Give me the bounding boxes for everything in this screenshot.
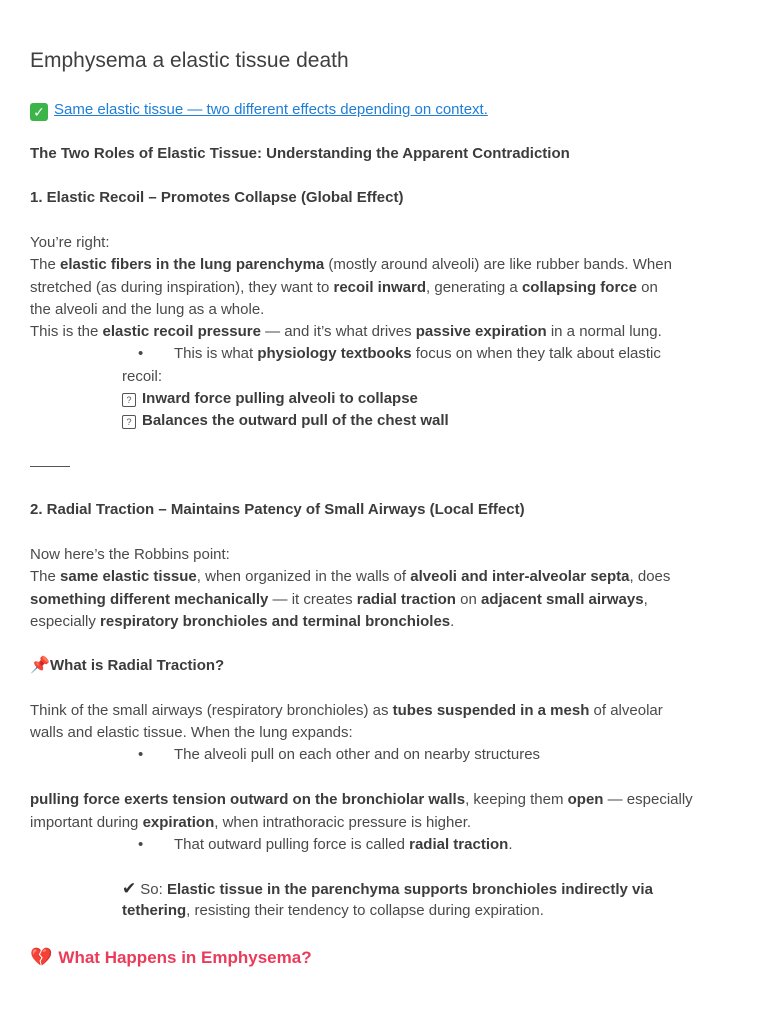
s1-bullet-cont: recoil: [122,368,163,385]
s2-intro: Now here’s the Robbins point: [30,546,230,563]
s2-heading: 2. Radial Traction – Maintains Patency of Small Airways (Local Effect) [30,501,525,518]
s3-so-line-1: ✔ So: Elastic tissue in the parenchyma supports bronchioles indirectly via [122,879,653,898]
s1-line-4: This is the elastic recoil pressure — and it’s what drives passive expiration in a normal lung. [30,323,662,340]
summary-line [30,99,488,121]
s3-bullet-2-dot: • [138,836,144,853]
broken-heart-icon: 💔 [30,947,53,967]
s3-heading: What is Radial Traction? [50,657,225,674]
s2-line-3: especially respiratory bronchioles and terminal bronchioles. [30,613,455,630]
s1-item-1: ? Inward force pulling alveoli to collapse [122,388,418,410]
s3-line-1: Think of the small airways (respiratory bronchioles) as tubes suspended in a mesh of alveolar [30,702,663,719]
question-box-icon: ? [122,415,136,429]
s4-heading-line [30,946,312,970]
s2-line-1: The same elastic tissue, when organized in the walls of alveoli and inter-alveolar septa, does [30,568,671,585]
s1-intro: You’re right: [30,234,110,251]
s1-line-1: The elastic fibers in the lung parenchyma (mostly around alveoli) are like rubber bands. When [30,256,672,273]
s3-line-3: pulling force exerts tension outward on the bronchiolar walls, keeping them open — especially [30,791,693,808]
s1-bullet: This is what physiology textbooks focus on when they talk about elastic [174,345,661,362]
page-title: Emphysema a elastic tissue death [30,49,349,72]
heavy-check-mark-icon: ✔ [122,879,137,898]
pushpin-icon: 📌 [30,657,50,674]
s1-item-2: ? Balances the outward pull of the chest wall [122,410,449,432]
divider [30,466,70,467]
s2-line-2: something different mechanically — it creates radial traction on adjacent small airways, [30,591,648,608]
s3-line-2: walls and elastic tissue. When the lung expands: [30,724,353,741]
s1-bullet-dot: • [138,345,144,362]
s3-bullet-1-dot: • [138,746,144,763]
check-mark-icon: ✓ [30,103,48,121]
s4-heading: What Happens in Emphysema? [58,948,312,967]
s3-so-line-2: tethering, resisting their tendency to collapse during expiration. [122,902,544,919]
s3-bullet-2: That outward pulling force is called radial traction. [174,836,513,853]
question-box-icon: ? [122,393,136,407]
s1-line-3: the alveoli and the lung as a whole. [30,301,265,318]
s3-heading-line [30,655,224,677]
summary-link[interactable]: Same elastic tissue — two different effects depending on context. [54,101,488,118]
s3-line-4: important during expiration, when intrathoracic pressure is higher. [30,814,472,831]
s1-heading: 1. Elastic Recoil – Promotes Collapse (Global Effect) [30,189,404,206]
s3-bullet-1: The alveoli pull on each other and on nearby structures [174,746,541,763]
s1-line-2: stretched (as during inspiration), they want to recoil inward, generating a collapsing force on [30,279,658,296]
section-heading: The Two Roles of Elastic Tissue: Understanding the Apparent Contradiction [30,145,570,162]
